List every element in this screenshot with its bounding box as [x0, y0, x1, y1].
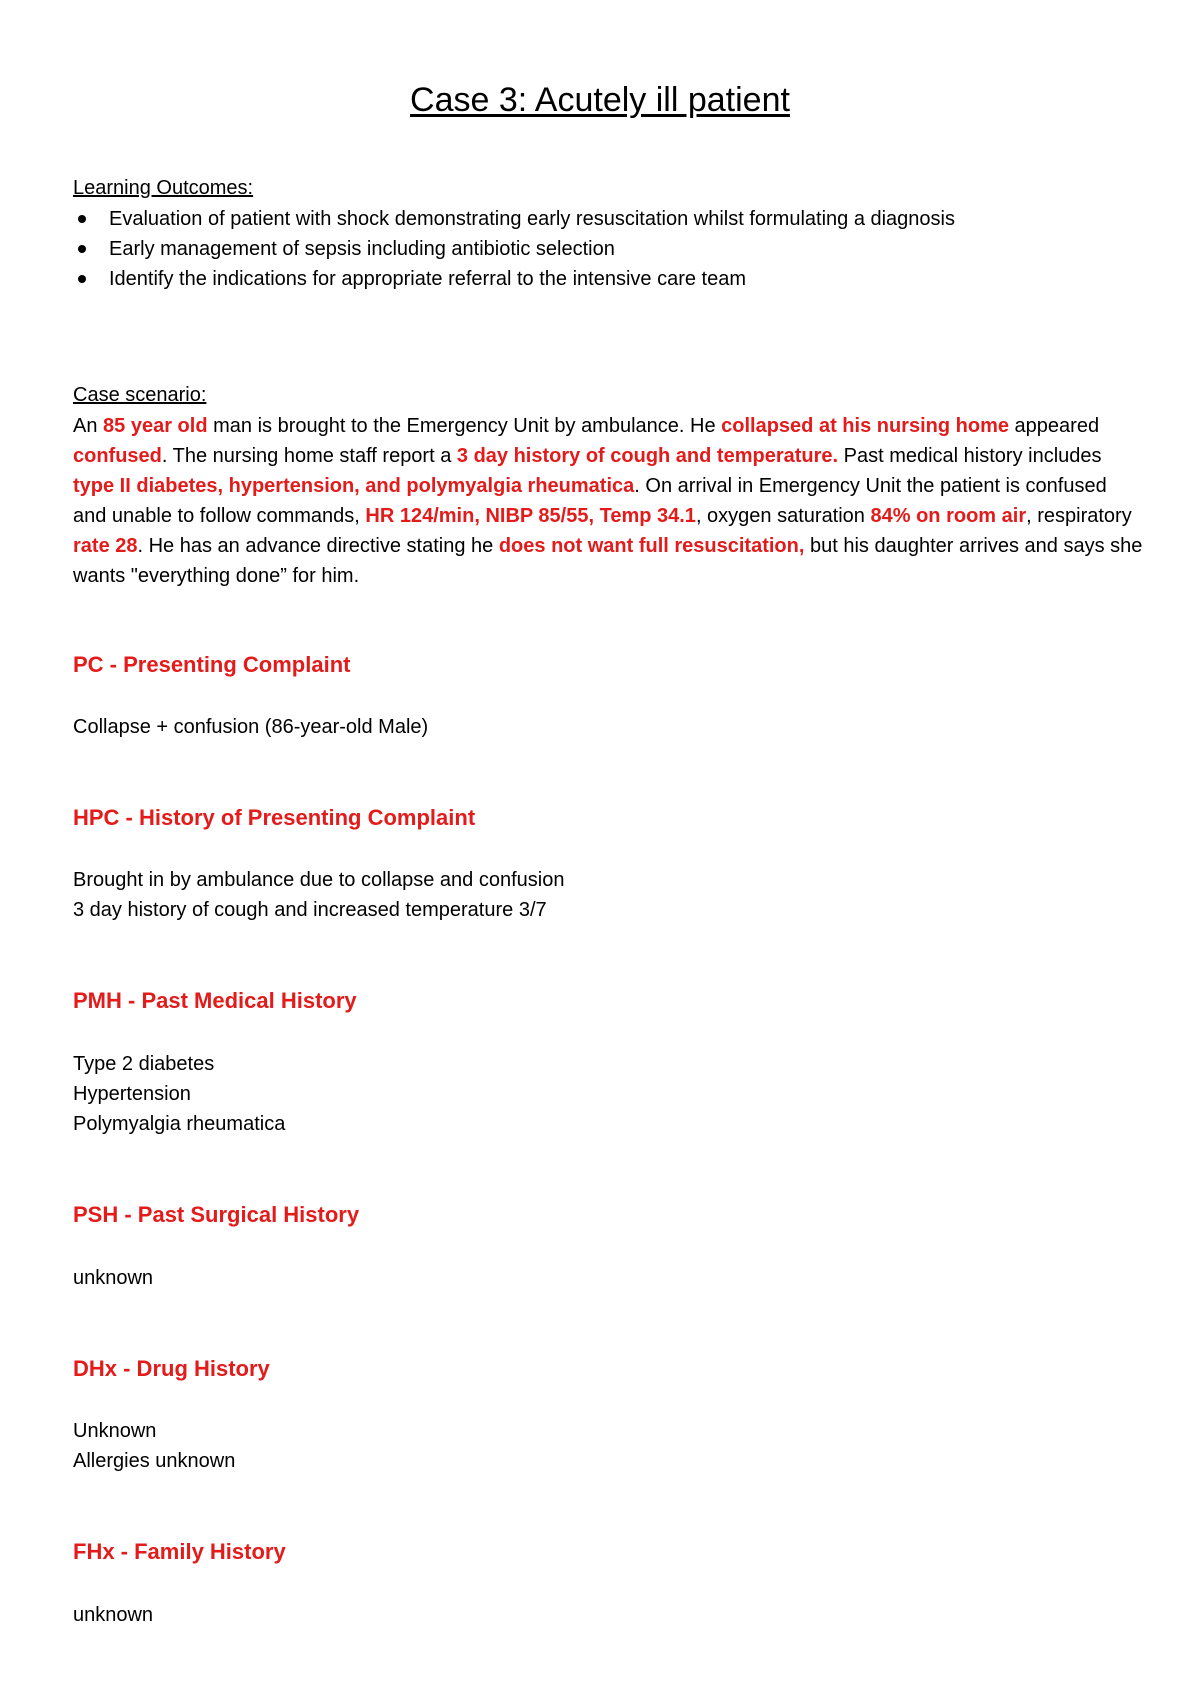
scenario-highlight: does not want full resuscitation,	[498, 535, 805, 557]
pc-line: Collapse + confusion (86-year-old Male)	[73, 716, 429, 738]
scenario-highlight: collapsed at his nursing home	[721, 415, 1009, 437]
scenario-text-segment: An	[73, 415, 104, 437]
learning-outcomes-list	[73, 204, 955, 294]
pc-heading: PC - Presenting Complaint	[73, 652, 351, 677]
dhx-heading: DHx - Drug History	[73, 1356, 270, 1381]
case-scenario-heading: Case scenario:	[73, 384, 207, 406]
page-title: Case 3: Acutely ill patient	[410, 81, 790, 119]
psh-line: unknown	[73, 1267, 154, 1289]
scenario-text-segment: man is brought to the Emergency Unit by ambulance. He	[207, 415, 722, 437]
pmh-content	[73, 1049, 285, 1139]
scenario-text-segment: appeared	[1008, 415, 1100, 437]
case-scenario-text	[73, 411, 1143, 591]
learning-outcome-item: Evaluation of patient with shock demonstrating early resuscitation whilst formulating a diagnosis	[73, 204, 955, 234]
learning-outcomes-heading: Learning Outcomes:	[73, 177, 254, 199]
dhx-content	[73, 1416, 235, 1476]
hpc-line: Brought in by ambulance due to collapse and confusion	[73, 869, 565, 891]
fhx-heading: FHx - Family History	[73, 1539, 286, 1564]
scenario-highlight: type II diabetes, hypertension, and polymyalgia rheumatica	[73, 475, 635, 497]
psh-heading: PSH - Past Surgical History	[73, 1202, 360, 1227]
scenario-text-segment: , oxygen saturation	[695, 505, 871, 527]
pmh-line: Type 2 diabetes	[73, 1053, 215, 1075]
pmh-heading: PMH - Past Medical History	[73, 988, 357, 1013]
pmh-line: Polymyalgia rheumatica	[73, 1113, 286, 1135]
scenario-text-segment: . The nursing home staff report a	[161, 445, 457, 467]
scenario-highlight: 84% on room air	[870, 505, 1027, 527]
learning-outcome-item: Identify the indications for appropriate referral to the intensive care team	[73, 264, 955, 294]
scenario-highlight: confused	[73, 445, 162, 467]
hpc-line: 3 day history of cough and increased temperature 3/7	[73, 899, 547, 921]
dhx-line: Allergies unknown	[73, 1450, 236, 1472]
scenario-highlight: 85 year old	[103, 415, 208, 437]
learning-outcome-item: Early management of sepsis including antibiotic selection	[73, 234, 955, 264]
scenario-text-segment: but his daughter arrives and says she wants "everything done” for him.	[73, 535, 1143, 587]
scenario-highlight: HR 124/min, NIBP 85/55, Temp 34.1	[365, 505, 696, 527]
hpc-content	[73, 865, 564, 925]
pc-content	[73, 712, 428, 742]
scenario-text-segment: . He has an advance directive stating he	[137, 535, 499, 557]
fhx-line: unknown	[73, 1604, 154, 1626]
scenario-highlight: 3 day history of cough and temperature.	[456, 445, 839, 467]
scenario-text-segment: Past medical history includes	[838, 445, 1102, 467]
fhx-content	[73, 1600, 153, 1630]
psh-content	[73, 1263, 153, 1293]
dhx-line: Unknown	[73, 1420, 157, 1442]
pmh-line: Hypertension	[73, 1083, 191, 1105]
scenario-highlight: rate 28	[73, 535, 138, 557]
scenario-text-segment: , respiratory	[1026, 505, 1132, 527]
scenario-text-segment: . On arrival in Emergency Unit the patient is confused and unable to follow commands,	[73, 475, 1107, 527]
hpc-heading: HPC - History of Presenting Complaint	[73, 805, 476, 830]
